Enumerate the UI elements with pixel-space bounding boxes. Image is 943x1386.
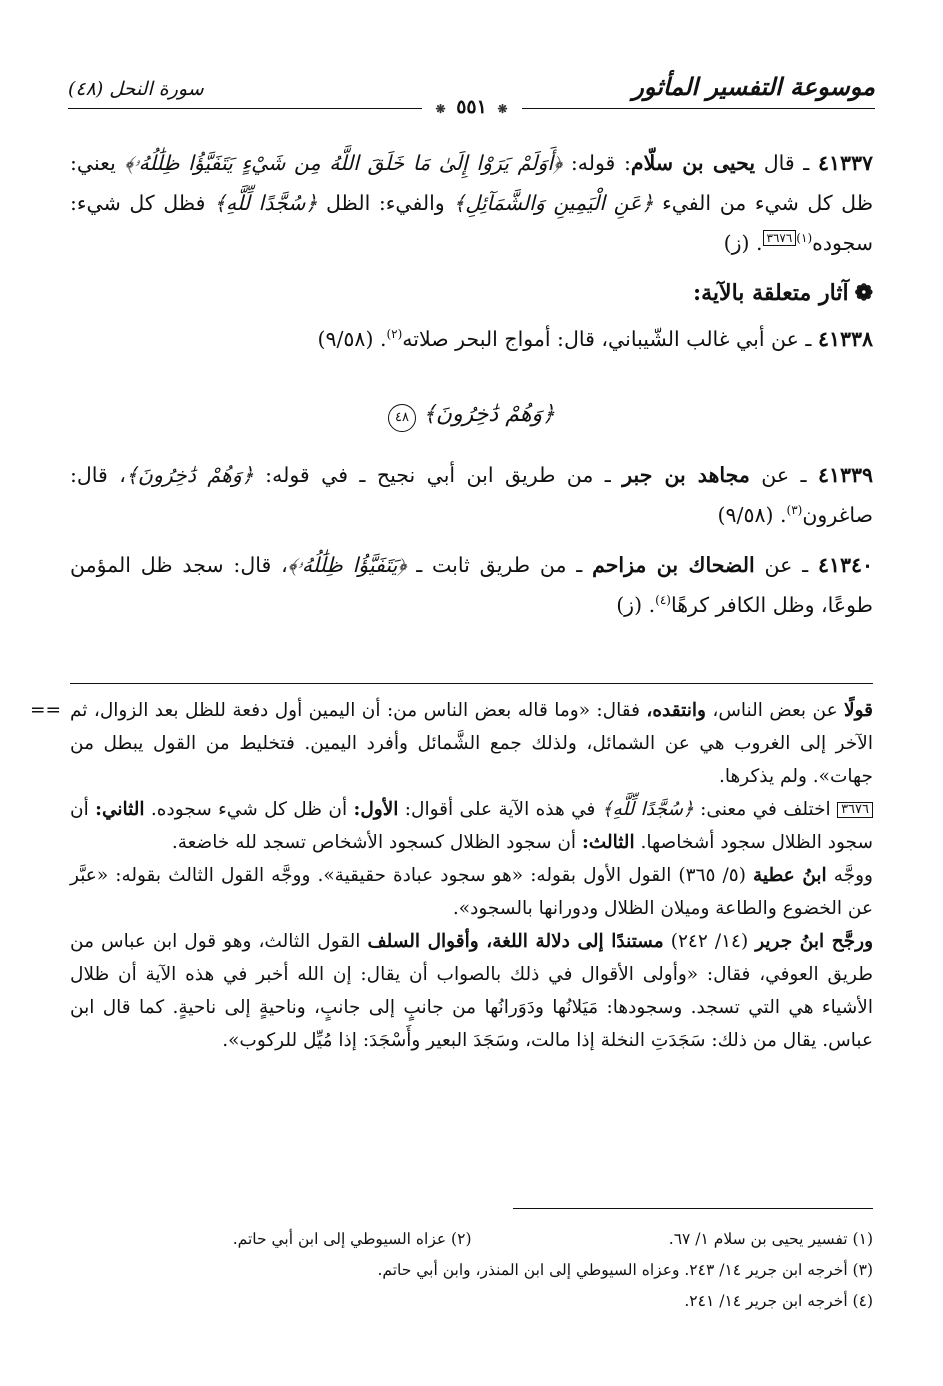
entry-text: : قوله:	[562, 151, 631, 175]
footnote-ref[interactable]: (٤)	[655, 593, 671, 608]
notes-divider	[70, 683, 873, 684]
section-heading	[70, 273, 873, 313]
entry-number: ٤١٣٣٧	[817, 151, 873, 175]
note-text: أن ظل كل شيء سجوده.	[144, 799, 354, 820]
footnote-ref[interactable]: (٣)	[786, 503, 803, 518]
entry-text: ـ من طريق ثابت ـ	[406, 553, 593, 577]
entry-text: يعني: ظل كل شيء من الفيء	[70, 151, 874, 215]
ornament-icon: ❋	[497, 102, 508, 116]
entry-number: ٤١٣٣٩	[817, 463, 874, 487]
cross-ref-box[interactable]: ٣٦٧٦	[763, 230, 797, 246]
footnote-row	[70, 1224, 873, 1255]
note-text: أن سجود الظلال سجود أشخاصها.	[70, 799, 873, 853]
note-paragraph	[70, 793, 873, 859]
note-text: في هذه الآية على أقوال:	[398, 799, 602, 820]
commentary-notes	[30, 694, 874, 1057]
footnote-ref[interactable]: (٢)	[386, 327, 403, 342]
note-bold: ابنُ عطية	[752, 865, 827, 886]
quran-quote: ﴿سُجَّدًا لِّلَّهِ﴾	[213, 191, 318, 215]
page-header	[68, 72, 875, 118]
quran-quote: ﴿وَهُمْ دَٰخِرُونَ﴾	[125, 463, 254, 487]
footnotes	[70, 1224, 873, 1317]
entry-text: ، قال: صاغرون	[70, 463, 873, 527]
note-text: اختلف في معنى:	[693, 799, 838, 820]
note-text: ووجَّه	[826, 865, 873, 886]
continuation-mark: ==	[30, 700, 62, 721]
entry-text: فظل كل شيء: سجوده	[70, 191, 873, 255]
entry-text: ـ عن	[754, 553, 818, 577]
note-text: القول الثالث، وهو قول ابن عباس من طريق العوفي، فقال: «وأولى الأقوال في ذلك بالصواب أن يقال: إن الله أخبر في هذه الآية أن ظلال الأشياء هي التي تسجد. وسجودها: مَيَلانُها ودَوَرانُها من جانبٍ إلى جانبٍ، وناحيةٍ إلى ناحيةٍ. كما قال ابن عباس. يقال من ذلك: سَجَدَتِ النخلة إذا مالت، وسَجَدَ البعير وأَسْجَدَ: إذا مُيِّل للركوب».	[70, 931, 873, 1051]
entry-41340	[70, 545, 873, 625]
note-paragraph	[70, 694, 873, 793]
footnote-ref[interactable]: (١)	[796, 231, 813, 246]
narrator-name: مجاهد بن جبر	[622, 463, 750, 487]
quran-quote: ﴿عَنِ الْيَمِينِ وَالشَّمَآئِلِ﴾	[453, 191, 654, 215]
entry-41339	[70, 455, 873, 535]
verse-heading	[70, 395, 873, 435]
note-text: فقال: «وما قاله بعض الناس من: أن اليمين أول دفعة للظل بعد الزوال، ثم الآخر إلى الغروب هي عن الشمائل، ولذلك جمع الشَّمائل وأفرد اليمين. فتخليط من القول يبطل من جهات». ولم يذكرها.	[70, 700, 873, 787]
note-bold: وانتقده،	[646, 700, 706, 721]
entry-end: . (٩/٥٨)	[717, 503, 787, 527]
footnote-divider	[513, 1208, 873, 1209]
entry-number: ٤١٣٣٨	[817, 327, 873, 351]
entry-text: ـ عن أبي غالب الشّيباني، قال: أمواج البحر صلاته	[402, 327, 818, 351]
note-text: (١٤/ ٢٤٢)	[663, 931, 756, 952]
note-paragraph	[70, 859, 873, 925]
entry-text: ـ قال	[755, 151, 818, 175]
footnote-3: (٣) أخرجه ابن جرير ١٤/ ٢٤٣. وعزاه السيوطي إلى ابن المنذر، وابن أبي حاتم.	[377, 1261, 873, 1279]
cross-ref-box[interactable]: ٣٦٧٦	[837, 802, 873, 818]
quran-quote: ﴿أَوَلَمْ يَرَوْا إِلَىٰ مَا خَلَقَ اللَّهُ مِن شَيْءٍ يَتَفَيَّؤُا ظِلَٰلُهُۥ﴾	[124, 151, 563, 175]
footnote-4: (٤) أخرجه ابن جرير ١٤/ ٢٤١.	[684, 1292, 873, 1310]
quran-quote: ﴿يَتَفَيَّؤُا ظِلَٰلُهُۥ﴾	[287, 553, 407, 577]
note-paragraph	[70, 925, 873, 1057]
section-title: آثار متعلقة بالآية:	[693, 280, 849, 306]
narrator-name: الضحاك بن مزاحم	[592, 553, 755, 577]
footnote-2: (٢) عزاه السيوطي إلى ابن أبي حاتم.	[232, 1230, 472, 1248]
entry-text: ، قال: سجد ظل المؤمن طوعًا، وظل الكافر كرهًا	[70, 553, 873, 617]
entry-41338	[70, 319, 873, 359]
ayah-number: ٤٨	[388, 404, 416, 432]
note-bold: قولًا	[844, 700, 873, 721]
note-bold: الأول:	[353, 799, 399, 820]
note-bold: الثالث:	[581, 832, 635, 853]
note-bold: مستندًا إلى دلالة اللغة، وأقوال السلف	[367, 931, 664, 952]
entry-text: ـ عن	[749, 463, 818, 487]
entry-end: . (ز)	[723, 231, 763, 255]
verse-text: ﴿وَهُمْ دَٰخِرُونَ﴾	[423, 402, 555, 427]
surah-title: سورة النحل (٤٨)	[68, 78, 204, 100]
entry-text: والفيء: الظل	[317, 191, 454, 215]
page-number: ٥٥١	[456, 96, 487, 118]
flower-icon: ❁	[854, 280, 873, 306]
entry-number: ٤١٣٤٠	[817, 553, 873, 577]
note-text: عن بعض الناس،	[705, 700, 845, 721]
entry-41337	[70, 143, 873, 263]
entry-end: . (ز)	[616, 593, 656, 617]
note-text: (٥/ ٣٦٥) القول الأول بقوله: «هو سجود عبادة حقيقية». ووجَّه القول الثالث بقوله: «عبَّر عن الخضوع والطاعة وميلان الظلال ودورانها بالسجود».	[70, 865, 873, 919]
note-bold: ورجَّح ابنُ جرير	[755, 931, 874, 952]
quran-quote: ﴿سُجَّدًا لِّلَّهِ﴾	[601, 799, 694, 820]
footnote-1: (١) تفسير يحيى بن سلام ١/ ٦٧.	[668, 1230, 873, 1248]
book-title: موسوعة التفسير المأثور	[632, 72, 875, 101]
note-text: أن سجود الظلال كسجود الأشخاص تسجد لله خاضعة.	[171, 832, 582, 853]
note-bold: الثاني:	[95, 799, 145, 820]
main-text	[70, 143, 873, 635]
page-number-wrap	[422, 96, 522, 118]
narrator-name: يحيى بن سلّام	[630, 151, 756, 175]
entry-end: . (٩/٥٨)	[317, 327, 387, 351]
ornament-icon: ❋	[435, 102, 446, 116]
entry-text: ـ من طريق ابن أبي نجيح ـ في قوله:	[253, 463, 623, 487]
